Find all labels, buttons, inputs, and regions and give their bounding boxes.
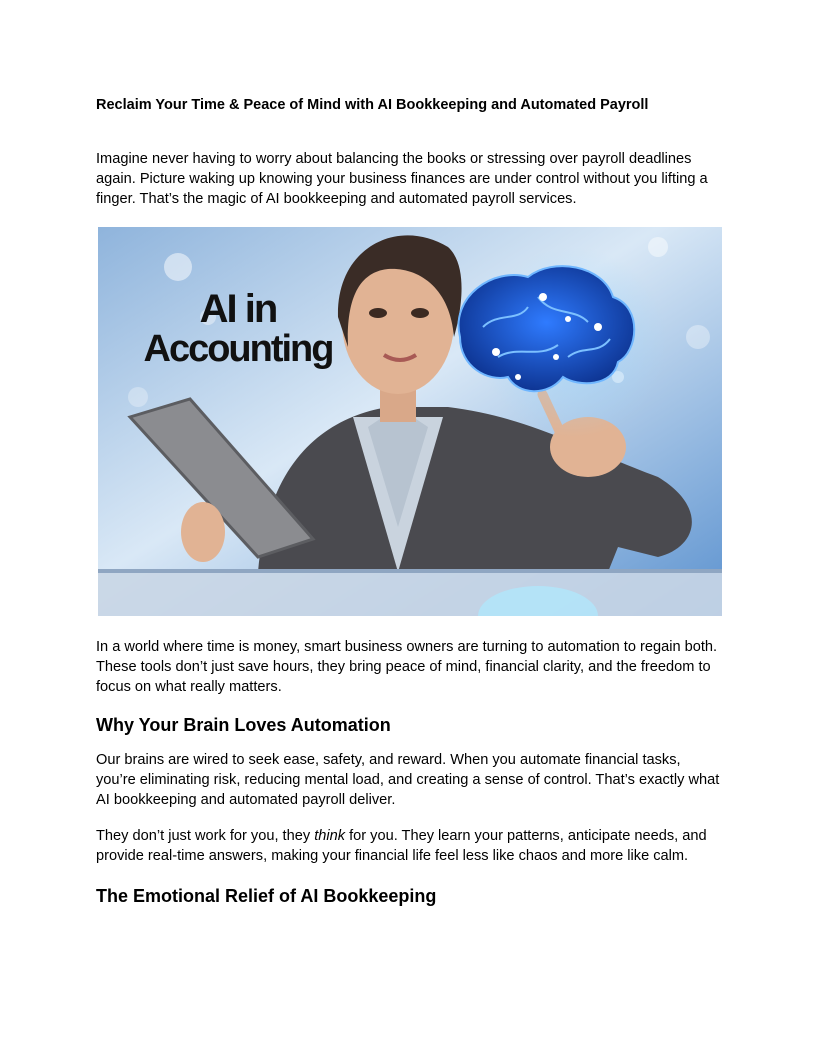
paragraph-time-is-money: In a world where time is money, smart business owners are turning to automation to regain both. These tools don’t just save hours, they bring peace of mind, financial clarity, and the freedom to focus on what really matters.: [96, 639, 718, 695]
hero-caption: [128, 289, 348, 369]
desk-surface: [98, 569, 722, 616]
section-heading-emotional-relief: The Emotional Relief of AI Bookkeeping: [96, 886, 437, 906]
hero-image: [98, 227, 722, 616]
intro-paragraph: Imagine never having to worry about balancing the books or stressing over payroll deadlines again. Picture waking up knowing your business finances are under control without you lifting a finger. That’s the magic of AI bookkeeping and automated payroll services.: [96, 151, 708, 207]
section-heading-automation: Why Your Brain Loves Automation: [96, 715, 391, 735]
hero-caption-line-2: Accounting: [143, 328, 333, 370]
text-run: for you. They learn your patterns, anticipate needs, and provide real-time answers, making your financial life feel less like chaos and more like calm.: [96, 828, 707, 864]
paragraph-brain-wired: Our brains are wired to seek ease, safety, and reward. When you automate financial tasks, you’re eliminating risk, reducing mental load, and creating a sense of control. That’s exactly what AI bookkeeping and automated payroll deliver.: [96, 752, 720, 808]
emphasis-think: think: [314, 828, 346, 844]
paragraph-think-for-you: [96, 827, 722, 867]
text-run: They don’t just work for you, they: [96, 828, 315, 844]
hero-caption-line-1: AI in: [199, 287, 277, 331]
document-title: Reclaim Your Time & Peace of Mind with AI Bookkeeping and Automated Payroll: [96, 97, 649, 113]
hero-illustration: [98, 227, 722, 616]
